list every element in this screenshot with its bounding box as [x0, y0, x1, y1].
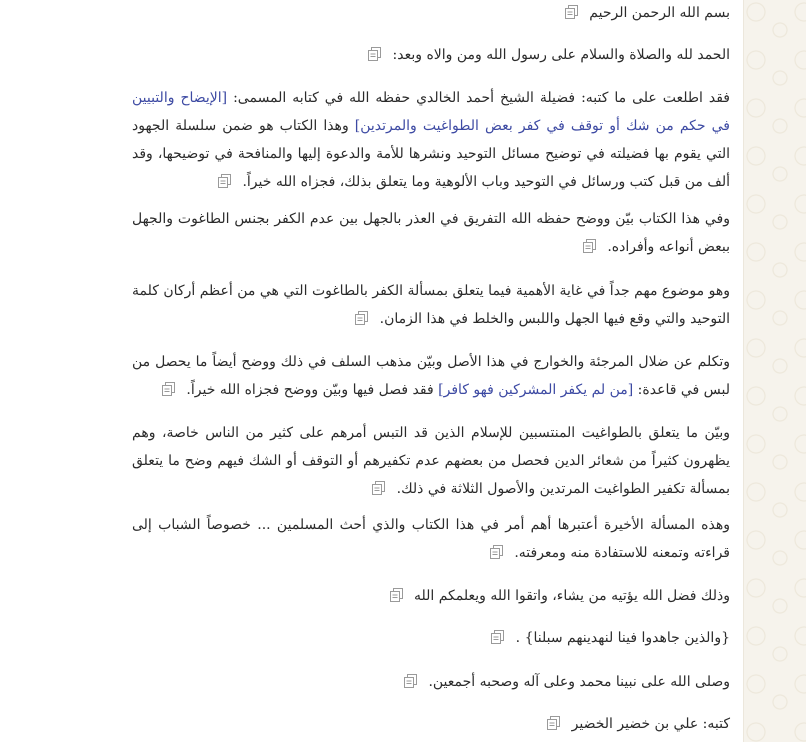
paragraph-text: بسم الله الرحمن الرحيم	[589, 5, 730, 21]
paragraph-text: وهذا الكتاب هو ضمن سلسلة الجهود التي يقوم بها فضيلته في توضيح مسائل التوحيد ونشرها للأمة والدعوة إليها والمنافحة في توضيحها، وقد ألف من قبل كتب ورسائل في التوحيد وباب الألوهية وما يتعلق بذلك، فجزاه الله خيراً.	[132, 118, 730, 190]
copy-icon[interactable]	[368, 47, 382, 61]
paragraph-tawaghit	[132, 419, 730, 503]
paragraph-importance	[132, 277, 730, 333]
copy-icon[interactable]	[490, 545, 504, 559]
intro-paragraph	[132, 84, 730, 196]
paragraph-verse	[132, 624, 730, 652]
paragraph-text: وذلك فضل الله يؤتيه من يشاء، واتقوا الله ويعلمكم الله	[409, 588, 730, 604]
paragraph-text: وهو موضوع مهم جداً في غاية الأهمية فيما يتعلق بمسألة الكفر بالطاغوت التي هي من أعظم أركان كلمة التوحيد والتي وقع فيها الجهل واللبس والخلط في هذا الزمان.	[132, 283, 730, 327]
copy-icon[interactable]	[218, 174, 232, 188]
book-title-quote: [الإيضاح والتبيين في حكم من شك أو توقف في كفر بعض الطواغيت والمرتدين]	[132, 90, 730, 134]
copy-icon[interactable]	[583, 239, 597, 253]
paragraph-recommendation	[132, 511, 730, 567]
copy-icon[interactable]	[565, 5, 579, 19]
paragraph-distinction	[132, 205, 730, 261]
copy-icon[interactable]	[355, 311, 369, 325]
hamdala-paragraph	[132, 41, 730, 69]
paragraph-grace	[132, 582, 730, 610]
paragraph-text: وفي هذا الكتاب بيّن ووضح حفظه الله التفريق في العذر بالجهل بين عدم الكفر بجنس الطاغوت والجهل ببعض أنواعه وأفراده.	[132, 211, 730, 255]
paragraph-text: فقد اطلعت على ما كتبه: فضيلة الشيخ أحمد الخالدي حفظه الله في كتابه المسمى:	[227, 90, 730, 106]
paragraph-text: وبيّن ما يتعلق بالطواغيت المنتسبين للإسلام الذين قد التبس أمرهم على كثير من الناس خاصة، وهم يظهرون كثيراً من شعائر الدين فحصل من بعضهم عدم تكفيرهم أو التوقف أو الشك فيهم وضح ما يتعلق بمسألة تكفير الطواغيت المرتدين والأصول الثلاثة في ذلك.	[132, 425, 730, 497]
paragraph-murjia	[132, 348, 730, 404]
copy-icon[interactable]	[404, 674, 418, 688]
paragraph-text: وهذه المسألة الأخيرة أعتبرها أهم أمر في هذا الكتاب والذي أحث المسلمين ... خصوصاً الشباب إلى قراءته وتمعنه للاستفادة منه ومعرفته.	[132, 517, 730, 561]
copy-icon[interactable]	[547, 716, 561, 730]
paragraph-salawat	[132, 668, 730, 696]
paragraph-text: كتبه: علي بن خضير الخضير	[567, 716, 730, 732]
paragraph-text: فقد فصل فيها وبيّن ووضح فجزاه الله خيراً.	[181, 382, 439, 398]
copy-icon[interactable]	[491, 630, 505, 644]
copy-icon[interactable]	[372, 481, 386, 495]
rule-quote: [من لم يكفر المشركين فهو كافر]	[438, 382, 634, 398]
copy-icon[interactable]	[390, 588, 404, 602]
paragraph-text: وصلى الله على نبينا محمد وعلى آله وصحبه أجمعين.	[424, 674, 730, 690]
paragraph-text: {والذين جاهدوا فينا لنهدينهم سبلنا} .	[511, 630, 730, 646]
author-signature	[132, 710, 730, 738]
basmala-paragraph	[132, 0, 730, 27]
paragraph-text: وتكلم عن ضلال المرجئة والخوارج في هذا الأصل وبيّن مذهب السلف في ذلك ووضح أيضاً ما يحصل من لبس في قاعدة:	[132, 354, 730, 398]
copy-icon[interactable]	[162, 382, 176, 396]
paragraph-text: الحمد لله والصلاة والسلام على رسول الله ومن والاه وبعد:	[388, 47, 730, 63]
decorative-side-border	[744, 0, 806, 742]
